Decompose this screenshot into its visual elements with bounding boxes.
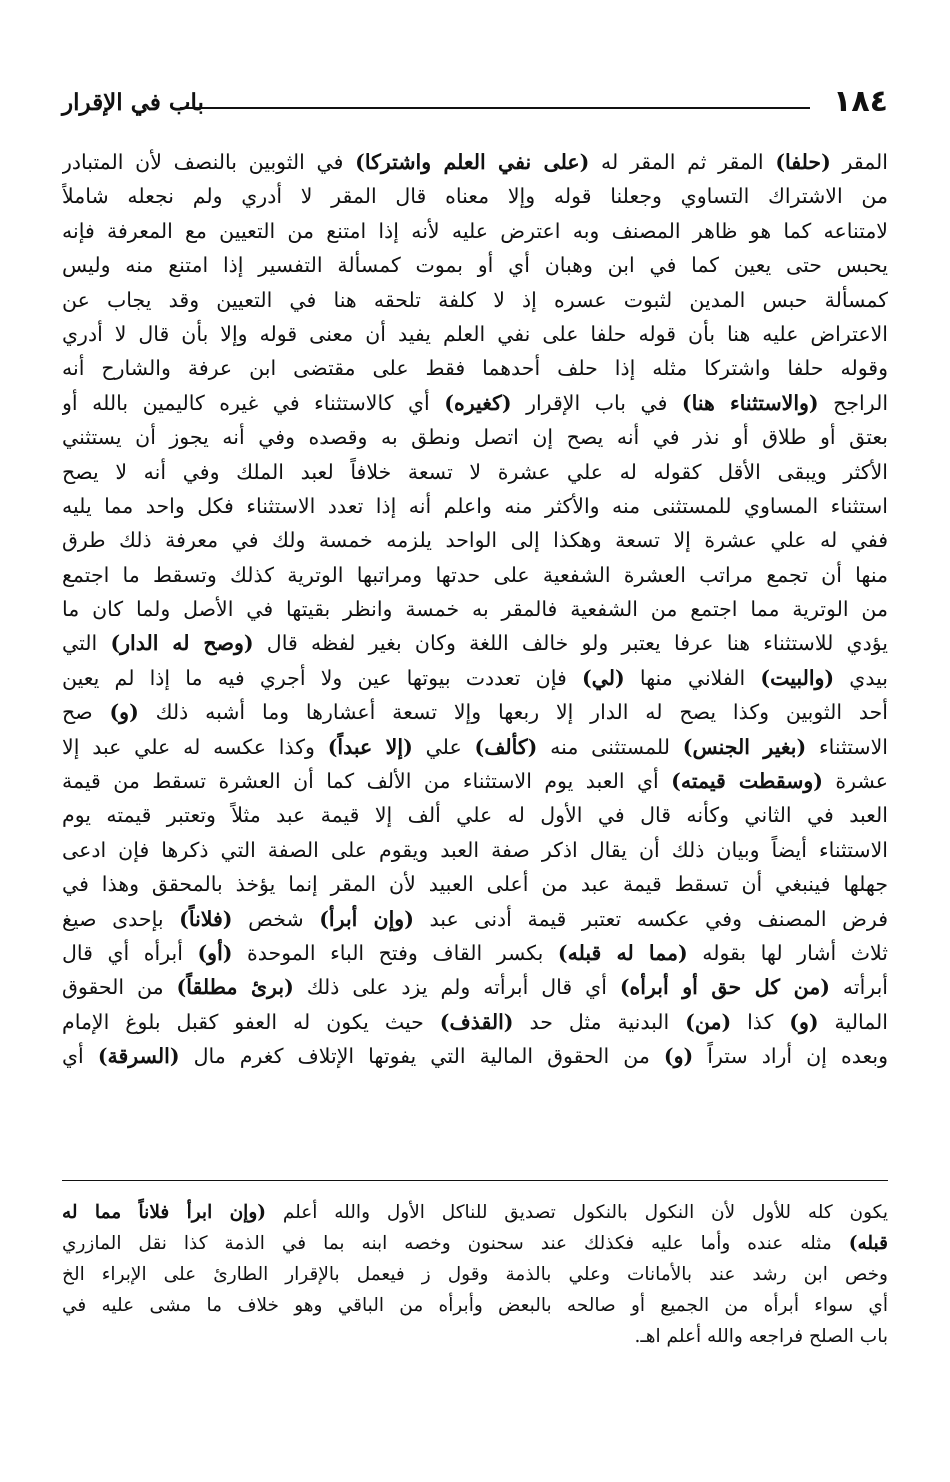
footnote-line [62,1290,888,1321]
text-line [62,695,888,729]
text-run: باب الصلح فراجعه والله أعلم اهـ. [634,1326,888,1347]
text-run: علي [412,734,475,759]
text-line [62,626,888,660]
text-run: أي العبد يوم الاستثناء من الألف كما أن العشرة تسقط من قيمة [62,769,672,794]
bold-quote: (و) [109,700,139,725]
text-line [62,455,888,489]
text-run: وخص ابن رشد عند بالأمانات وعلي بالذمة وقول ز فيعمل بالإقرار الطارئ على الإبراء الخ [62,1264,888,1285]
text-run: أي كالاستثناء في غيره كاليمين بالله أو [62,390,445,415]
text-run: التي [62,631,111,656]
footnote-rule [62,1180,888,1181]
text-run: العبد في الثاني وكأنه قال في الأول له علي ألف إلا قيمة عبد مثلاً وتعتبر قيمته يوم [62,803,888,828]
text-run: استثناء المساوي للمستثنى منه والأكثر منه واعلم أنه إذا تعدد الاستثناء فكل واحد مما يليه [62,493,888,518]
bold-quote: (بغير الجنس) [682,734,807,759]
text-line [62,730,888,764]
text-line [62,902,888,936]
footnote-line [62,1321,888,1352]
text-line [62,523,888,557]
text-run: بكسر القاف وفتح الباء الموحدة [232,940,558,965]
text-run: يؤدي للاستثناء هنا عرفا يعتبر ولو خالف اللغة وكان بغير لفظه قال [253,631,888,656]
text-run: ففي له علي عشرة إلا تسعة وهكذا إلى الواحد يلزمه خمسة ولك في معرفة ذلك طرق [62,528,888,553]
text-run: بعتق أو طلاق أو نذر في أنه يصح إن اتصل ونطق به وقصده وفي أنه يجوز أن يستثني [62,425,888,450]
text-run: الاستثناء أيضاً وبيان ذلك أن يقال اذكر صفة العبد ويقوم على الصفة التي ذكرها فإن ادعى [62,837,888,862]
bold-quote: (وسقطت قيمته) [671,769,823,794]
bold-quote: (وإن أبرأ) [319,906,414,931]
text-run: الأكثر ويبقى الأقل كقوله له علي عشرة لا تسعة خلافاً لعبد الملك وفي أنه لا يصح [62,459,888,484]
text-run: وكذا عكسه له علي عبد إلا [62,734,328,759]
text-line [62,420,888,454]
text-run: مثله عنده وأما عليه فكذلك عند سحنون وخصه ابنه بما في الذمة كذا نقل المازري [62,1233,849,1254]
text-line [62,936,888,970]
text-run: وبعده إن أراد ستراً [693,1044,888,1069]
bold-quote: (وإن ابرأ فلاناً مما له [62,1202,267,1223]
text-run: من الوترية مما اجتمع من الشفعية فالمقر به خمسة وانظر بقيتها في الأصل ولما كان ما [62,597,888,622]
text-run: يكون كله للأول لأن النكول بالنكول تصديق للناكل الأول والله أعلم [266,1202,888,1223]
chapter-title: باب في الإقرار [62,89,204,116]
page-number: ١٨٤ [833,84,888,119]
text-run: في باب الإقرار [511,390,682,415]
text-line [62,764,888,798]
text-run: المقر [830,150,888,174]
bold-quote: قبله) [848,1233,888,1254]
text-line [62,489,888,523]
text-run: المقر ثم المقر له [589,150,776,174]
text-run: أبرأه أي قال [62,940,198,965]
bold-quote: (حلفا) [775,150,831,174]
text-line [62,798,888,832]
bold-quote: (من) [685,1009,732,1034]
bold-quote: (مما له قبله) [557,940,688,965]
main-text-body [62,145,888,1175]
bold-quote: (و) [789,1009,819,1034]
text-run: في الثوبين بالنصف لأن المتبادر [62,150,356,174]
running-header [62,82,888,122]
text-run: فرض المصنف وفي عكسه تعتبر قيمة أدنى عبد [413,906,888,931]
text-run: الاستثناء [806,734,888,759]
text-run: من الحقوق المالية التي يفوتها الإتلاف كغرم مال [179,1044,664,1069]
text-run: بيدي [834,665,888,690]
bold-quote: (و) [663,1044,694,1069]
footnotes [62,1197,888,1377]
bold-quote: (القذف) [439,1009,514,1034]
bold-quote: (السرقة) [97,1044,180,1069]
text-run: الراجح [818,390,888,415]
text-run: لامتناعه كما هو ظاهر المصنف وبه اعترض عليه لأنه إذا امتنع من التعيين مع المعرفة فإنه [62,218,888,243]
header-rule [180,107,810,109]
footnote-line [62,1228,888,1259]
text-line [62,833,888,867]
text-run: للمستثنى منه [537,734,683,759]
text-run: أي [62,1044,98,1069]
text-run: كذا [731,1009,790,1034]
text-run: أحد الثوبين وكذا يصح له الدار إلا ربعها وإلا تسعة أعشارها وما أشبه ذلك [138,700,888,725]
text-run: كمسألة حبس المدين لثبوت عسره إذ لا كلفة تلحقه هنا في التعيين وقد يجاب عن [62,287,888,312]
bold-quote: (على نفي العلم واشتركا) [355,150,590,174]
text-run: أي قال أبرأته ولم يزد على ذلك [293,975,620,1000]
text-run: الاعتراض عليه هنا بأن قوله حلفا على نفي العلم يفيد أن معنى قوله وإلا بأن قال لا أدري [62,321,888,346]
text-line [62,283,888,317]
text-run: منها أن تجمع مراتب العشرة الشفعية على حدتها ومراتبها الوترية كذلك وتسقط ما اجتمع [62,562,888,587]
text-run: البدنية مثل حد [513,1009,686,1034]
text-run: من الحقوق [62,975,177,1000]
text-line [62,386,888,420]
text-line [62,592,888,626]
bold-quote: (أو) [197,940,233,965]
bold-quote: (كغيره) [444,390,512,415]
text-line [62,1039,888,1073]
text-line [62,970,888,1004]
text-line [62,214,888,248]
text-run: يحبس حتى يعين كما في ابن وهبان أي أو بموت كمسألة التفسير إذا امتنع منه وليس [62,253,888,278]
text-line [62,1005,888,1039]
text-run: حيث يكون له العفو كقبل بلوغ الإمام [62,1009,440,1034]
text-run: شخص [232,906,320,931]
text-line [62,351,888,385]
text-run: بإحدى صيغ [62,906,180,931]
footnote-line [62,1259,888,1290]
text-line [62,248,888,282]
text-line [62,145,888,179]
text-line [62,867,888,901]
text-run: أبرأته [829,975,888,1000]
text-run: من الاشتراك التساوي وجعلنا قوله وإلا معناه قال المقر لا أدري ولم نجعله شاملاً [62,184,888,209]
text-line [62,558,888,592]
bold-quote: (إلا عبداً) [327,734,413,759]
bold-quote: (برئ مطلقاً) [176,975,294,1000]
bold-quote: (كألف) [474,734,538,759]
text-run: عشرة [822,769,888,794]
text-run: فإن تعددت بيوتها عين ولا أجري فيه ما إذا لم يعين [62,665,582,690]
text-run: وقوله حلفا واشتركا مثله إذا حلف أحدهما فقط على مقتضى ابن عرفة والشارح أنه [62,356,888,381]
bold-quote: (لي) [581,665,625,690]
text-run: المالية [818,1009,888,1034]
text-line [62,661,888,695]
bold-quote: (فلاناً) [179,906,233,931]
text-run: ثلاث أشار لها بقوله [687,940,888,965]
text-run: الفلاني منها [624,665,761,690]
text-run: أي سواء أبرأه من الجميع أو صالحه بالبعض وأبرأه من الباقي وهو خلاف ما مشى عليه في [62,1295,888,1316]
text-run: جهلها فينبغي أن تسقط قيمة عبد من أعلى العبيد لأن المقر إنما يؤخذ بالمحقق وهذا في [62,872,888,897]
bold-quote: (وصح له الدار) [110,631,254,656]
bold-quote: (من كل حق أو أبرأه) [619,975,830,1000]
text-line [62,317,888,351]
footnote-line [62,1197,888,1228]
bold-quote: (والبيت) [760,665,835,690]
text-run: صح [62,700,110,725]
bold-quote: (والاستثناء هنا) [681,390,819,415]
text-line [62,179,888,213]
